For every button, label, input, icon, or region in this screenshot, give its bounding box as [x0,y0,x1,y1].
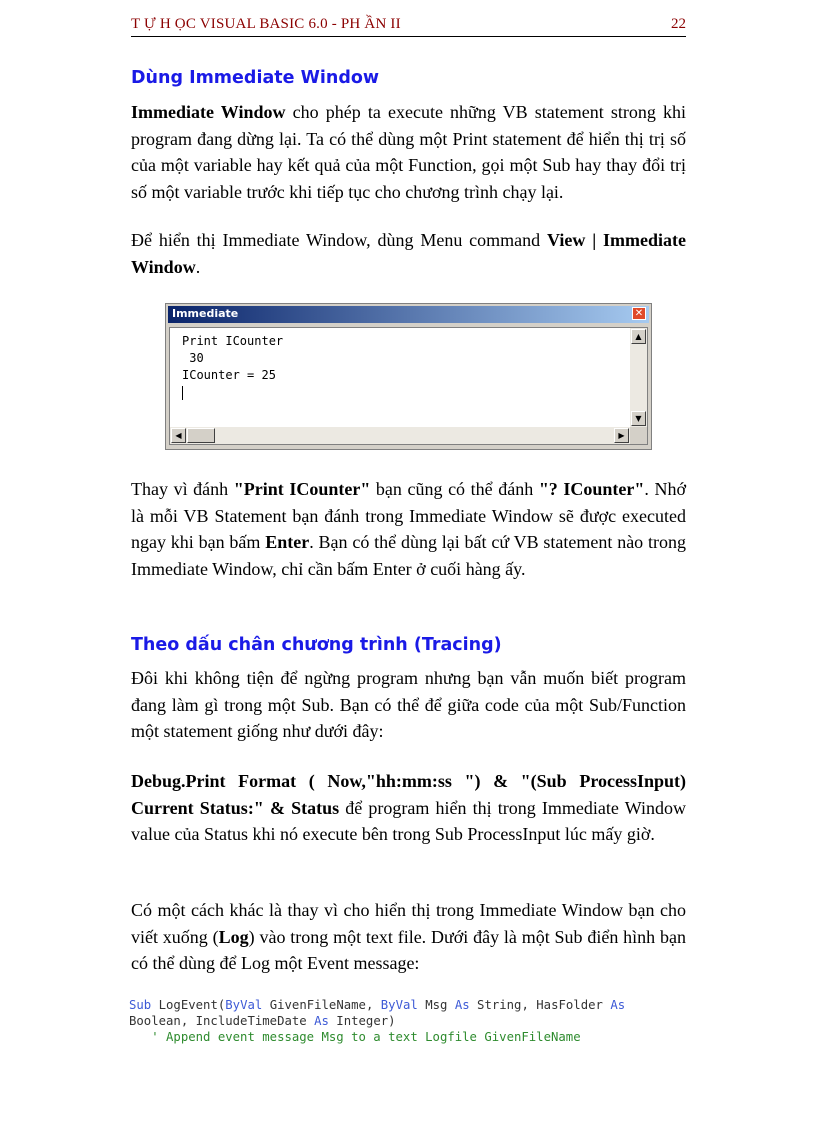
paragraph-debug-print [131,768,686,848]
paragraph-tracing-intro: Đôi khi không tiện để ngừng program nhưng bạn vẫn muốn biết program đang làm gì trong một Sub. Bạn có thể để giữa code của một Sub/Function một statement giống như dưới đây: [131,668,686,741]
text-caret [182,386,183,400]
close-icon[interactable]: ✕ [632,307,646,320]
immediate-line: Print ICounter [182,334,284,348]
code-line [129,1013,625,1029]
code-keyword: As [610,998,626,1012]
immediate-window [165,303,652,450]
code-text: GivenFileName, [262,998,381,1012]
immediate-line: ICounter = 25 [182,368,276,382]
bold-code: "Print ICounter" [233,479,371,499]
code-comment: ' Append event message Msg to a text Logfile GivenFileName [129,1030,581,1044]
paragraph-text: Thay vì đánh [131,479,234,499]
bold-term: Immediate Window [131,102,286,122]
bold-code: "? ICounter" [538,479,645,499]
menu-command: View | Immediate Window [131,230,686,277]
page-number: 22 [671,16,686,32]
header-title: T Ự H ỌC VISUAL BASIC 6.0 - PH ẦN II [131,16,401,32]
bold-key: Enter [265,532,310,552]
scroll-down-icon[interactable]: ▼ [631,411,646,426]
paragraph-text: cho phép ta execute những VB statement strong khi program đang dừng lại. Ta có thể dùng một Print statement để hiển thị trị số của một variable hay kết quả của một Function, gọi một Sub hay thay đổi trị số một variable trước khi tiếp tục cho chương trình chạy lại. [131,102,686,202]
code-keyword: Sub [129,998,152,1012]
scroll-thumb[interactable] [187,428,215,443]
code-text: Msg [417,998,455,1012]
code-keyword: ByVal [380,998,418,1012]
code-keyword: As [454,998,470,1012]
bold-code: Debug.Print Format ( Now,"hh:mm:ss ") & "(Sub ProcessInput) Current Status:" & Status [131,771,686,818]
code-text: LogEvent( [151,998,226,1012]
paragraph-text: Có một cách khác là thay vì cho hiển thị trong Immediate Window bạn cho viết xuống ( [131,900,686,947]
paragraph-text: ) vào trong một text file. Dưới đây là một Sub điển hình bạn có thể dùng để Log một Event message: [131,926,686,973]
paragraph-immediate-intro [131,99,686,205]
immediate-line: 30 [182,351,204,365]
code-text: String, HasFolder [469,998,611,1012]
paragraph-end: . [195,256,201,277]
vertical-scrollbar[interactable] [630,328,647,427]
paragraph-text: . Nhớ là mỗi VB Statement bạn đánh trong Immediate Window sẽ được executed ngay khi bạn bấm [131,479,686,552]
paragraph-log-file [131,897,686,977]
section-heading-immediate-window: Dùng Immediate Window [131,68,380,88]
code-keyword: ByVal [225,998,263,1012]
code-line [129,997,625,1013]
code-text: Integer) [328,1014,396,1028]
code-block [129,997,625,1045]
window-title: Immediate [172,307,239,320]
paragraph-text: . Bạn có thể dùng lại bất cứ VB statement nào trong Immediate Window, chỉ cần bấm Enter ở cuối hàng ấy. [131,532,686,579]
paragraph-show-window [131,227,686,280]
scroll-right-icon[interactable]: ▶ [614,428,629,443]
window-titlebar[interactable] [168,306,649,323]
scroll-up-icon[interactable]: ▲ [631,329,646,344]
section-heading-tracing: Theo dấu chân chương trình (Tracing) [131,635,502,655]
bold-term: Log [218,926,249,947]
paragraph-text: Để hiển thị Immediate Window, dùng Menu command [131,230,548,250]
page-header [131,14,686,37]
paragraph-text: để program hiển thị trong Immediate Window value của Status khi nó execute bên trong Sub ProcessInput lúc mấy giờ. [131,797,686,844]
immediate-text-area[interactable] [169,327,648,445]
scroll-left-icon[interactable]: ◀ [171,428,186,443]
code-keyword: As [314,1014,329,1028]
horizontal-scrollbar[interactable] [170,427,630,444]
immediate-lines [182,333,283,384]
paragraph-text: bạn cũng có thể đánh [370,479,539,499]
paragraph-print-tip [131,476,686,582]
scrollbar-corner [630,427,647,444]
code-text: Boolean, IncludeTimeDate [129,1014,315,1028]
